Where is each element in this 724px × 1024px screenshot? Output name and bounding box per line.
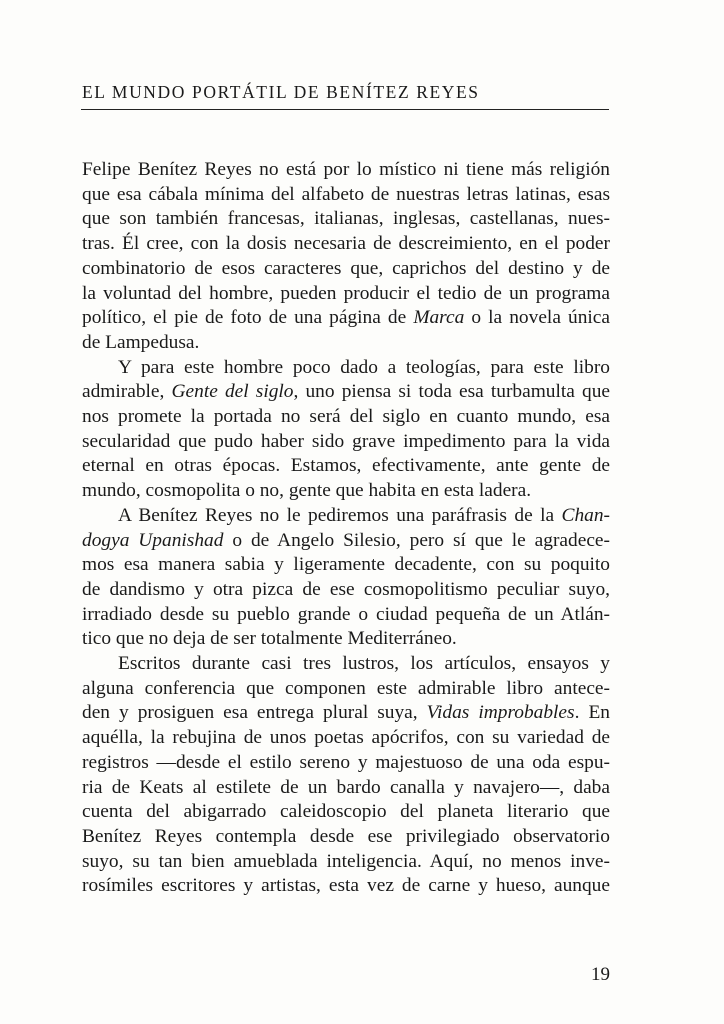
text-run: alguna conferencia que componen este admirable libro antece-	[82, 677, 610, 699]
text-line	[82, 751, 610, 776]
body-text	[82, 158, 610, 899]
text-run: ria de Keats al estilete de un bardo canalla y navajero—, daba	[82, 776, 610, 798]
text-line	[82, 578, 610, 603]
text-line	[82, 504, 610, 529]
text-line	[82, 479, 610, 504]
italic-title: Marca	[413, 307, 465, 329]
paragraph	[82, 652, 610, 899]
text-run: aquélla, la rebujina de unos poetas apócrifos, con su variedad de	[82, 727, 610, 749]
text-run: mundo, cosmopolita o no, gente que habita en esta ladera.	[82, 480, 532, 502]
text-run: den y prosiguen esa entrega plural suya,	[82, 702, 427, 724]
text-line	[82, 454, 610, 479]
text-run: Escritos durante casi tres lustros, los artículos, ensayos y	[118, 653, 610, 675]
text-line	[82, 553, 610, 578]
text-line	[82, 603, 610, 628]
text-line	[82, 874, 610, 899]
text-line	[82, 800, 610, 825]
text-line	[82, 257, 610, 282]
italic-title: Gente del siglo	[171, 381, 294, 403]
text-run: o de Angelo Silesio, pero sí que le agradece-	[223, 529, 610, 551]
text-line	[82, 776, 610, 801]
running-head: EL MUNDO PORTÁTIL DE BENÍTEZ REYES	[82, 82, 480, 102]
text-run: . En	[574, 702, 610, 724]
text-line	[82, 726, 610, 751]
text-line	[82, 529, 610, 554]
italic-title: Vidas improbables	[426, 702, 575, 724]
text-line	[82, 356, 610, 381]
text-line	[82, 380, 610, 405]
text-line	[82, 282, 610, 307]
text-line	[82, 207, 610, 232]
italic-title: Chan-	[561, 504, 610, 526]
text-line	[82, 652, 610, 677]
text-line	[82, 232, 610, 257]
text-run: , uno piensa si toda esa turbamulta que	[293, 381, 610, 403]
text-run: Felipe Benítez Reyes no está por lo místico ni tiene más religión	[82, 159, 610, 180]
text-run: que esa cábala mínima del alfabeto de nuestras letras latinas, esas	[82, 183, 610, 205]
text-line	[82, 627, 610, 652]
text-line	[82, 677, 610, 702]
text-line	[82, 825, 610, 850]
paragraph	[82, 504, 610, 652]
text-run: A Benítez Reyes no le pediremos una paráfrasis de la	[118, 504, 562, 526]
text-run: nos promete la portada no será del siglo en cuanto mundo, esa	[82, 406, 610, 428]
text-line	[82, 405, 610, 430]
paragraph	[82, 158, 610, 356]
text-run: político, el pie de foto de una página de	[82, 307, 414, 329]
text-run: o la novela única	[464, 307, 610, 329]
paragraph	[82, 356, 610, 504]
text-run: que son también francesas, italianas, inglesas, castellanas, nues-	[82, 208, 610, 230]
text-run: admirable,	[82, 381, 172, 403]
text-run: mos esa manera sabia y ligeramente decadente, con su poquito	[82, 554, 610, 576]
text-run: suyo, su tan bien amueblada inteligencia. Aquí, no menos inve-	[82, 850, 610, 872]
text-line	[82, 430, 610, 455]
text-run: secularidad que pudo haber sido grave impedimento para la vida	[82, 430, 610, 452]
text-run: irradiado desde su pueblo grande o ciudad pequeña de un Atlán-	[82, 603, 610, 625]
text-run: cuenta del abigarrado caleidoscopio del planeta literario que	[82, 801, 610, 823]
text-line	[82, 850, 610, 875]
text-line	[82, 158, 610, 183]
page-number: 19	[591, 964, 610, 985]
text-run: Y para este hombre poco dado a teologías, para este libro	[118, 356, 610, 378]
text-run: de Lampedusa.	[82, 331, 200, 353]
text-run: eternal en otras épocas. Estamos, efectivamente, ante gente de	[82, 455, 610, 477]
text-run: rosímiles escritores y artistas, esta vez de carne y hueso, aunque	[82, 875, 610, 897]
text-line	[82, 306, 610, 331]
text-run: registros —desde el estilo sereno y majestuoso de una oda espu-	[82, 751, 610, 773]
text-run: tico que no deja de ser totalmente Mediterráneo.	[82, 628, 457, 650]
text-line	[82, 183, 610, 208]
text-line	[82, 701, 610, 726]
text-run: combinatorio de esos caracteres que, caprichos del destino y de	[82, 257, 610, 279]
text-run: de dandismo y otra pizca de ese cosmopolitismo peculiar suyo,	[82, 578, 610, 600]
text-run: la voluntad del hombre, pueden producir el tedio de un programa	[82, 282, 610, 304]
text-line	[82, 331, 610, 356]
running-head-rule	[81, 109, 609, 110]
text-run: tras. Él cree, con la dosis necesaria de descreimiento, en el poder	[82, 233, 610, 255]
text-run: Benítez Reyes contempla desde ese privilegiado observatorio	[82, 825, 610, 847]
italic-title: dogya Upanishad	[82, 529, 224, 551]
